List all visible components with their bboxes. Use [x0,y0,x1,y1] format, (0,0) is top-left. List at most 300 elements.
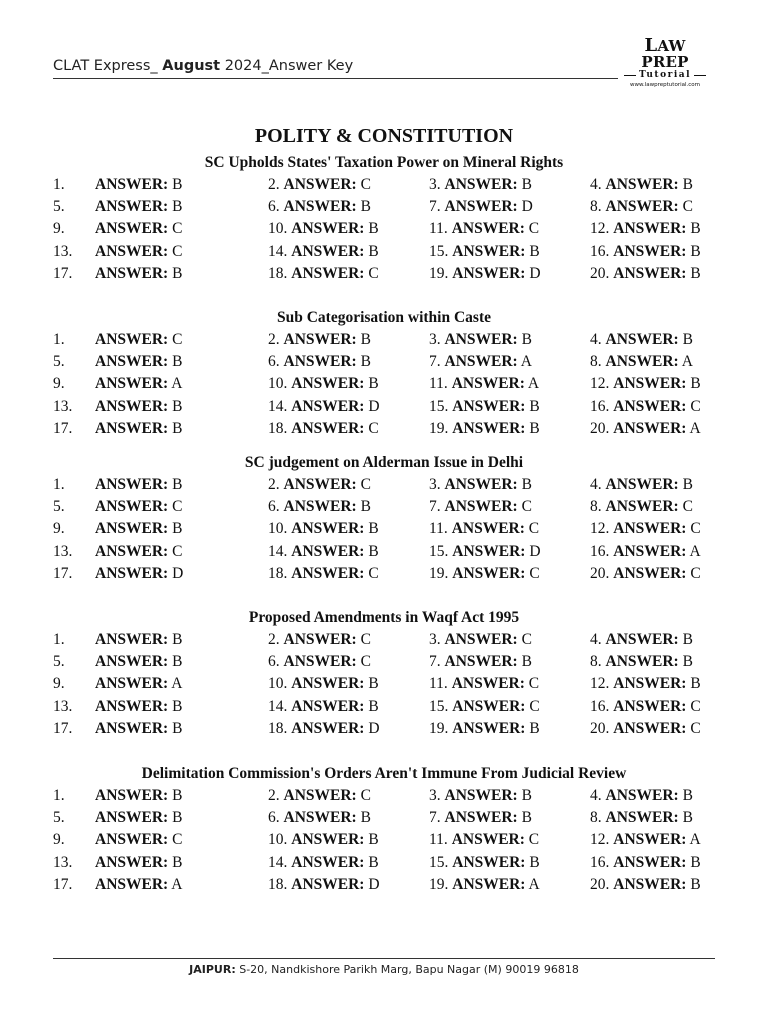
answer-label: ANSWER: [444,787,518,804]
question-number: 3. [429,176,441,193]
question-number: 14. [268,542,288,560]
answer-value: B [172,853,183,871]
question-number: 17. [53,719,73,737]
answer-item [429,418,540,440]
answer-label: ANSWER: [95,653,169,671]
answer-value: C [521,498,532,516]
answer-value: B [521,653,532,671]
question-number: 15. [429,697,449,715]
answer-row [0,852,768,874]
answer-item [53,807,182,829]
answer-value: C [360,476,371,493]
answer-value: A [171,375,183,393]
question-number: 11. [429,675,448,693]
answer-value: D [529,542,541,560]
answer-item [268,174,371,196]
answer-item [590,673,701,695]
answer-value: B [172,719,183,737]
question-number: 15. [429,542,449,560]
answer-label: ANSWER: [95,697,169,715]
question-number: 13. [53,697,73,715]
answer-value: C [528,220,540,238]
answer-item [268,874,380,896]
law-prep-logo [621,35,709,88]
answer-item [590,418,701,440]
answer-value: C [172,498,183,516]
question-number: 20. [590,875,610,893]
question-number: 13. [53,853,73,871]
answer-value: C [172,331,183,348]
answer-row [0,673,768,695]
section-title: SC judgement on Alderman Issue in Delhi [244,454,524,471]
question-number: 12. [590,220,610,238]
question-number: 12. [590,375,610,393]
answer-value: B [368,542,379,560]
answer-row [0,241,768,263]
answer-label: ANSWER: [283,331,357,348]
answer-item [53,351,182,373]
answer-label: ANSWER: [452,542,526,560]
answer-item [268,673,379,695]
answer-item [268,218,379,240]
answer-item [429,651,532,673]
question-number: 18. [268,564,288,582]
answer-item [590,718,701,740]
answer-item [268,474,371,496]
answer-section [0,452,768,585]
answer-label: ANSWER: [451,675,525,693]
answer-label: ANSWER: [95,520,169,538]
footer-address-text: S-20, Nandkishore Parikh Marg, Bapu Nagar (M) 90019 96818 [235,963,579,976]
answer-value: B [368,697,379,715]
header-title-prefix: CLAT Express_ [53,58,163,74]
question-number: 16. [590,397,610,415]
answer-item [590,807,693,829]
answer-label: ANSWER: [613,697,687,715]
question-number: 10. [268,675,288,693]
question-number: 18. [268,264,288,282]
answer-label: ANSWER: [95,220,169,238]
answer-item [590,785,693,807]
question-number: 18. [268,875,288,893]
answer-value: C [682,198,693,216]
answer-label: ANSWER: [95,375,169,393]
logo-wordmark: LAW PREP [641,35,689,71]
question-number: 9. [53,831,65,849]
answer-value: B [521,809,532,827]
question-number: 5. [53,198,65,216]
question-number: 3. [429,476,441,493]
answer-value: B [360,198,371,216]
question-number: 14. [268,853,288,871]
answer-value: C [690,697,701,715]
answer-value: B [529,397,540,415]
answer-value: A [520,353,532,371]
answer-value: C [529,697,540,715]
answer-item [53,196,182,218]
answer-item [268,651,371,673]
answer-label: ANSWER: [613,397,687,415]
answer-item [53,541,182,563]
answer-value: C [172,220,183,238]
answer-value: B [521,476,532,493]
question-number: 15. [429,397,449,415]
answer-row [0,651,768,673]
question-number: 2. [268,331,280,348]
question-number: 7. [429,653,441,671]
answer-label: ANSWER: [95,353,169,371]
answer-value: B [368,242,379,260]
answer-value: A [171,875,183,893]
answer-value: B [521,176,532,193]
answer-item [429,373,539,395]
question-number: 18. [268,419,288,437]
question-number: 14. [268,697,288,715]
answer-label: ANSWER: [444,476,518,493]
question-number: 8. [590,498,602,516]
question-number: 10. [268,375,288,393]
answer-value: B [690,375,701,393]
answer-item [268,785,371,807]
answer-value: C [690,719,701,737]
answer-value: B [172,397,183,415]
answer-value: B [360,498,371,516]
answer-item [53,718,182,740]
answer-item [429,541,541,563]
answer-item [429,829,539,851]
answer-value: C [172,242,183,260]
answer-item [268,418,379,440]
answer-item [53,496,182,518]
question-number: 16. [590,242,610,260]
answer-row [0,541,768,563]
question-number: 9. [53,520,65,538]
answer-value: A [527,375,540,393]
answer-label: ANSWER: [451,220,525,238]
question-number: 11. [429,831,448,849]
answer-label: ANSWER: [451,520,525,538]
answer-item [590,874,701,896]
document-header-title [53,58,353,74]
answer-item [53,563,183,585]
question-number: 19. [429,564,449,582]
answer-value: B [690,242,701,260]
answer-label: ANSWER: [613,719,687,737]
answer-value: C [360,787,371,804]
answer-item [268,629,371,651]
question-number: 5. [53,809,65,827]
answer-label: ANSWER: [613,675,687,693]
answer-label: ANSWER: [444,331,518,348]
question-number: 19. [429,419,449,437]
answer-item [429,396,540,418]
question-number: 8. [590,809,602,827]
answer-item [429,785,532,807]
question-number: 5. [53,353,65,371]
answer-value: B [172,353,183,371]
answer-label: ANSWER: [613,375,687,393]
answer-row [0,807,768,829]
answer-label: ANSWER: [291,264,365,282]
question-number: 1. [53,331,65,348]
answer-item [590,852,701,874]
answer-label: ANSWER: [605,353,679,371]
question-number: 19. [429,875,449,893]
question-number: 3. [429,787,441,804]
answer-row [0,418,768,440]
question-number: 17. [53,564,73,582]
answer-item [53,696,182,718]
question-number: 6. [268,809,280,827]
answer-value: B [690,675,701,693]
answer-value: B [368,520,379,538]
answer-item [268,807,371,829]
answer-value: C [682,498,693,516]
question-number: 9. [53,375,65,393]
answer-item [429,718,540,740]
answer-item [268,541,379,563]
answer-label: ANSWER: [452,564,526,582]
answer-label: ANSWER: [613,419,687,437]
question-number: 4. [590,176,602,193]
question-number: 13. [53,242,73,260]
answer-label: ANSWER: [95,787,169,804]
logo-url: www.lawpreptutorial.com [630,82,700,88]
question-number: 2. [268,176,280,193]
answer-item [590,541,701,563]
answer-value: C [528,675,540,693]
answer-item [429,518,539,540]
question-number: 1. [53,787,65,804]
answer-item [590,696,701,718]
answer-row [0,474,768,496]
answer-value: B [529,853,540,871]
answer-label: ANSWER: [95,875,169,893]
section-title: Proposed Amendments in Waqf Act 1995 [248,609,520,626]
question-number: 20. [590,564,610,582]
answer-value: D [172,564,184,582]
answer-value: D [368,875,380,893]
answer-value: A [689,419,701,437]
question-number: 7. [429,353,441,371]
answer-item [53,474,182,496]
answer-label: ANSWER: [452,697,526,715]
question-number: 15. [429,242,449,260]
answer-value: A [528,875,540,893]
answer-label: ANSWER: [95,564,169,582]
answer-value: D [529,264,541,282]
answer-value: B [360,809,371,827]
answer-label: ANSWER: [95,397,169,415]
answer-item [590,829,701,851]
answer-label: ANSWER: [605,631,679,648]
answer-label: ANSWER: [95,809,169,827]
question-number: 1. [53,476,65,493]
answer-value: B [360,331,371,348]
header-divider [53,78,618,79]
question-number: 8. [590,353,602,371]
answer-label: ANSWER: [283,353,357,371]
answer-item [268,396,380,418]
question-number: 19. [429,719,449,737]
answer-row [0,196,768,218]
answer-label: ANSWER: [613,853,687,871]
answer-label: ANSWER: [444,198,518,216]
answer-label: ANSWER: [605,787,679,804]
answer-value: B [368,375,379,393]
question-number: 16. [590,542,610,560]
answer-value: B [172,697,183,715]
answer-label: ANSWER: [291,564,365,582]
answer-value: B [172,520,183,538]
answer-label: ANSWER: [291,542,365,560]
answer-value: B [690,264,701,282]
answer-item [590,474,693,496]
question-number: 6. [268,353,280,371]
answer-label: ANSWER: [95,631,169,648]
answer-value: C [529,564,540,582]
answer-item [429,807,532,829]
answer-item [429,673,539,695]
answer-row [0,696,768,718]
answer-item [429,696,540,718]
answer-value: B [521,787,532,804]
answer-label: ANSWER: [95,853,169,871]
answer-label: ANSWER: [444,653,518,671]
answer-value: B [529,242,540,260]
answer-label: ANSWER: [613,264,687,282]
question-number: 9. [53,220,65,238]
answer-label: ANSWER: [451,375,525,393]
answer-row [0,373,768,395]
answer-item [268,829,379,851]
answer-value: B [368,675,379,693]
question-number: 17. [53,264,73,282]
answer-item [429,563,540,585]
answer-item [268,373,379,395]
answer-item [268,329,371,351]
answer-item [53,329,182,351]
answer-label: ANSWER: [95,264,169,282]
answer-section [0,307,768,440]
question-number: 15. [429,853,449,871]
question-number: 3. [429,331,441,348]
answer-value: C [690,397,701,415]
question-number: 4. [590,631,602,648]
answer-item [53,852,182,874]
answer-label: ANSWER: [283,653,357,671]
answer-row [0,351,768,373]
answer-label: ANSWER: [291,675,365,693]
answer-item [53,263,182,285]
answer-item [590,373,701,395]
answer-value: B [172,419,183,437]
answer-row [0,785,768,807]
question-number: 11. [429,220,448,238]
answer-label: ANSWER: [605,476,679,493]
answer-label: ANSWER: [444,498,518,516]
answer-value: C [360,631,371,648]
answer-section [0,763,768,896]
answer-label: ANSWER: [291,697,365,715]
answer-item [429,174,532,196]
answer-label: ANSWER: [444,809,518,827]
question-number: 20. [590,264,610,282]
answer-item [53,518,182,540]
answer-label: ANSWER: [291,242,365,260]
answer-label: ANSWER: [95,242,169,260]
answer-item [590,651,693,673]
answer-value: B [360,353,371,371]
answer-value: C [521,631,532,648]
answer-value: C [690,564,701,582]
answer-value: C [360,176,371,193]
answer-value: B [368,853,379,871]
question-number: 6. [268,653,280,671]
answer-label: ANSWER: [605,809,679,827]
answer-value: C [368,419,379,437]
answer-value: C [172,542,183,560]
answer-value: B [682,787,693,804]
answer-item [268,518,379,540]
answer-item [53,673,182,695]
answer-item [53,218,182,240]
question-number: 2. [268,787,280,804]
answer-row [0,518,768,540]
answer-value: C [528,831,540,849]
question-number: 12. [590,831,610,849]
answer-row [0,496,768,518]
answer-item [268,696,379,718]
answer-value: B [172,787,183,804]
question-number: 9. [53,675,65,693]
answer-value: B [172,264,183,282]
answer-label: ANSWER: [605,198,679,216]
answer-item [268,563,379,585]
question-number: 5. [53,653,65,671]
answer-item [590,218,701,240]
answer-value: B [682,653,693,671]
answer-value: B [690,875,701,893]
question-number: 16. [590,853,610,871]
answer-label: ANSWER: [451,831,525,849]
answer-label: ANSWER: [95,476,169,493]
answer-label: ANSWER: [444,176,518,193]
answer-label: ANSWER: [444,631,518,648]
answer-label: ANSWER: [95,675,169,693]
answer-item [429,852,540,874]
answer-label: ANSWER: [291,853,365,871]
question-number: 18. [268,719,288,737]
answer-item [53,874,182,896]
answer-value: B [172,653,183,671]
answer-item [590,329,693,351]
answer-label: ANSWER: [613,831,687,849]
answer-row [0,718,768,740]
answer-item [590,563,701,585]
question-number: 8. [590,198,602,216]
section-title: Delimitation Commission's Orders Aren't Immune From Judicial Review [141,765,627,782]
answer-item [53,174,182,196]
answer-value: C [172,831,183,849]
header-title-month: August [162,58,221,74]
answer-item [590,629,693,651]
answer-value: C [368,264,379,282]
answer-label: ANSWER: [95,419,169,437]
answer-label: ANSWER: [283,476,357,493]
question-number: 20. [590,419,610,437]
answer-label: ANSWER: [95,176,169,193]
